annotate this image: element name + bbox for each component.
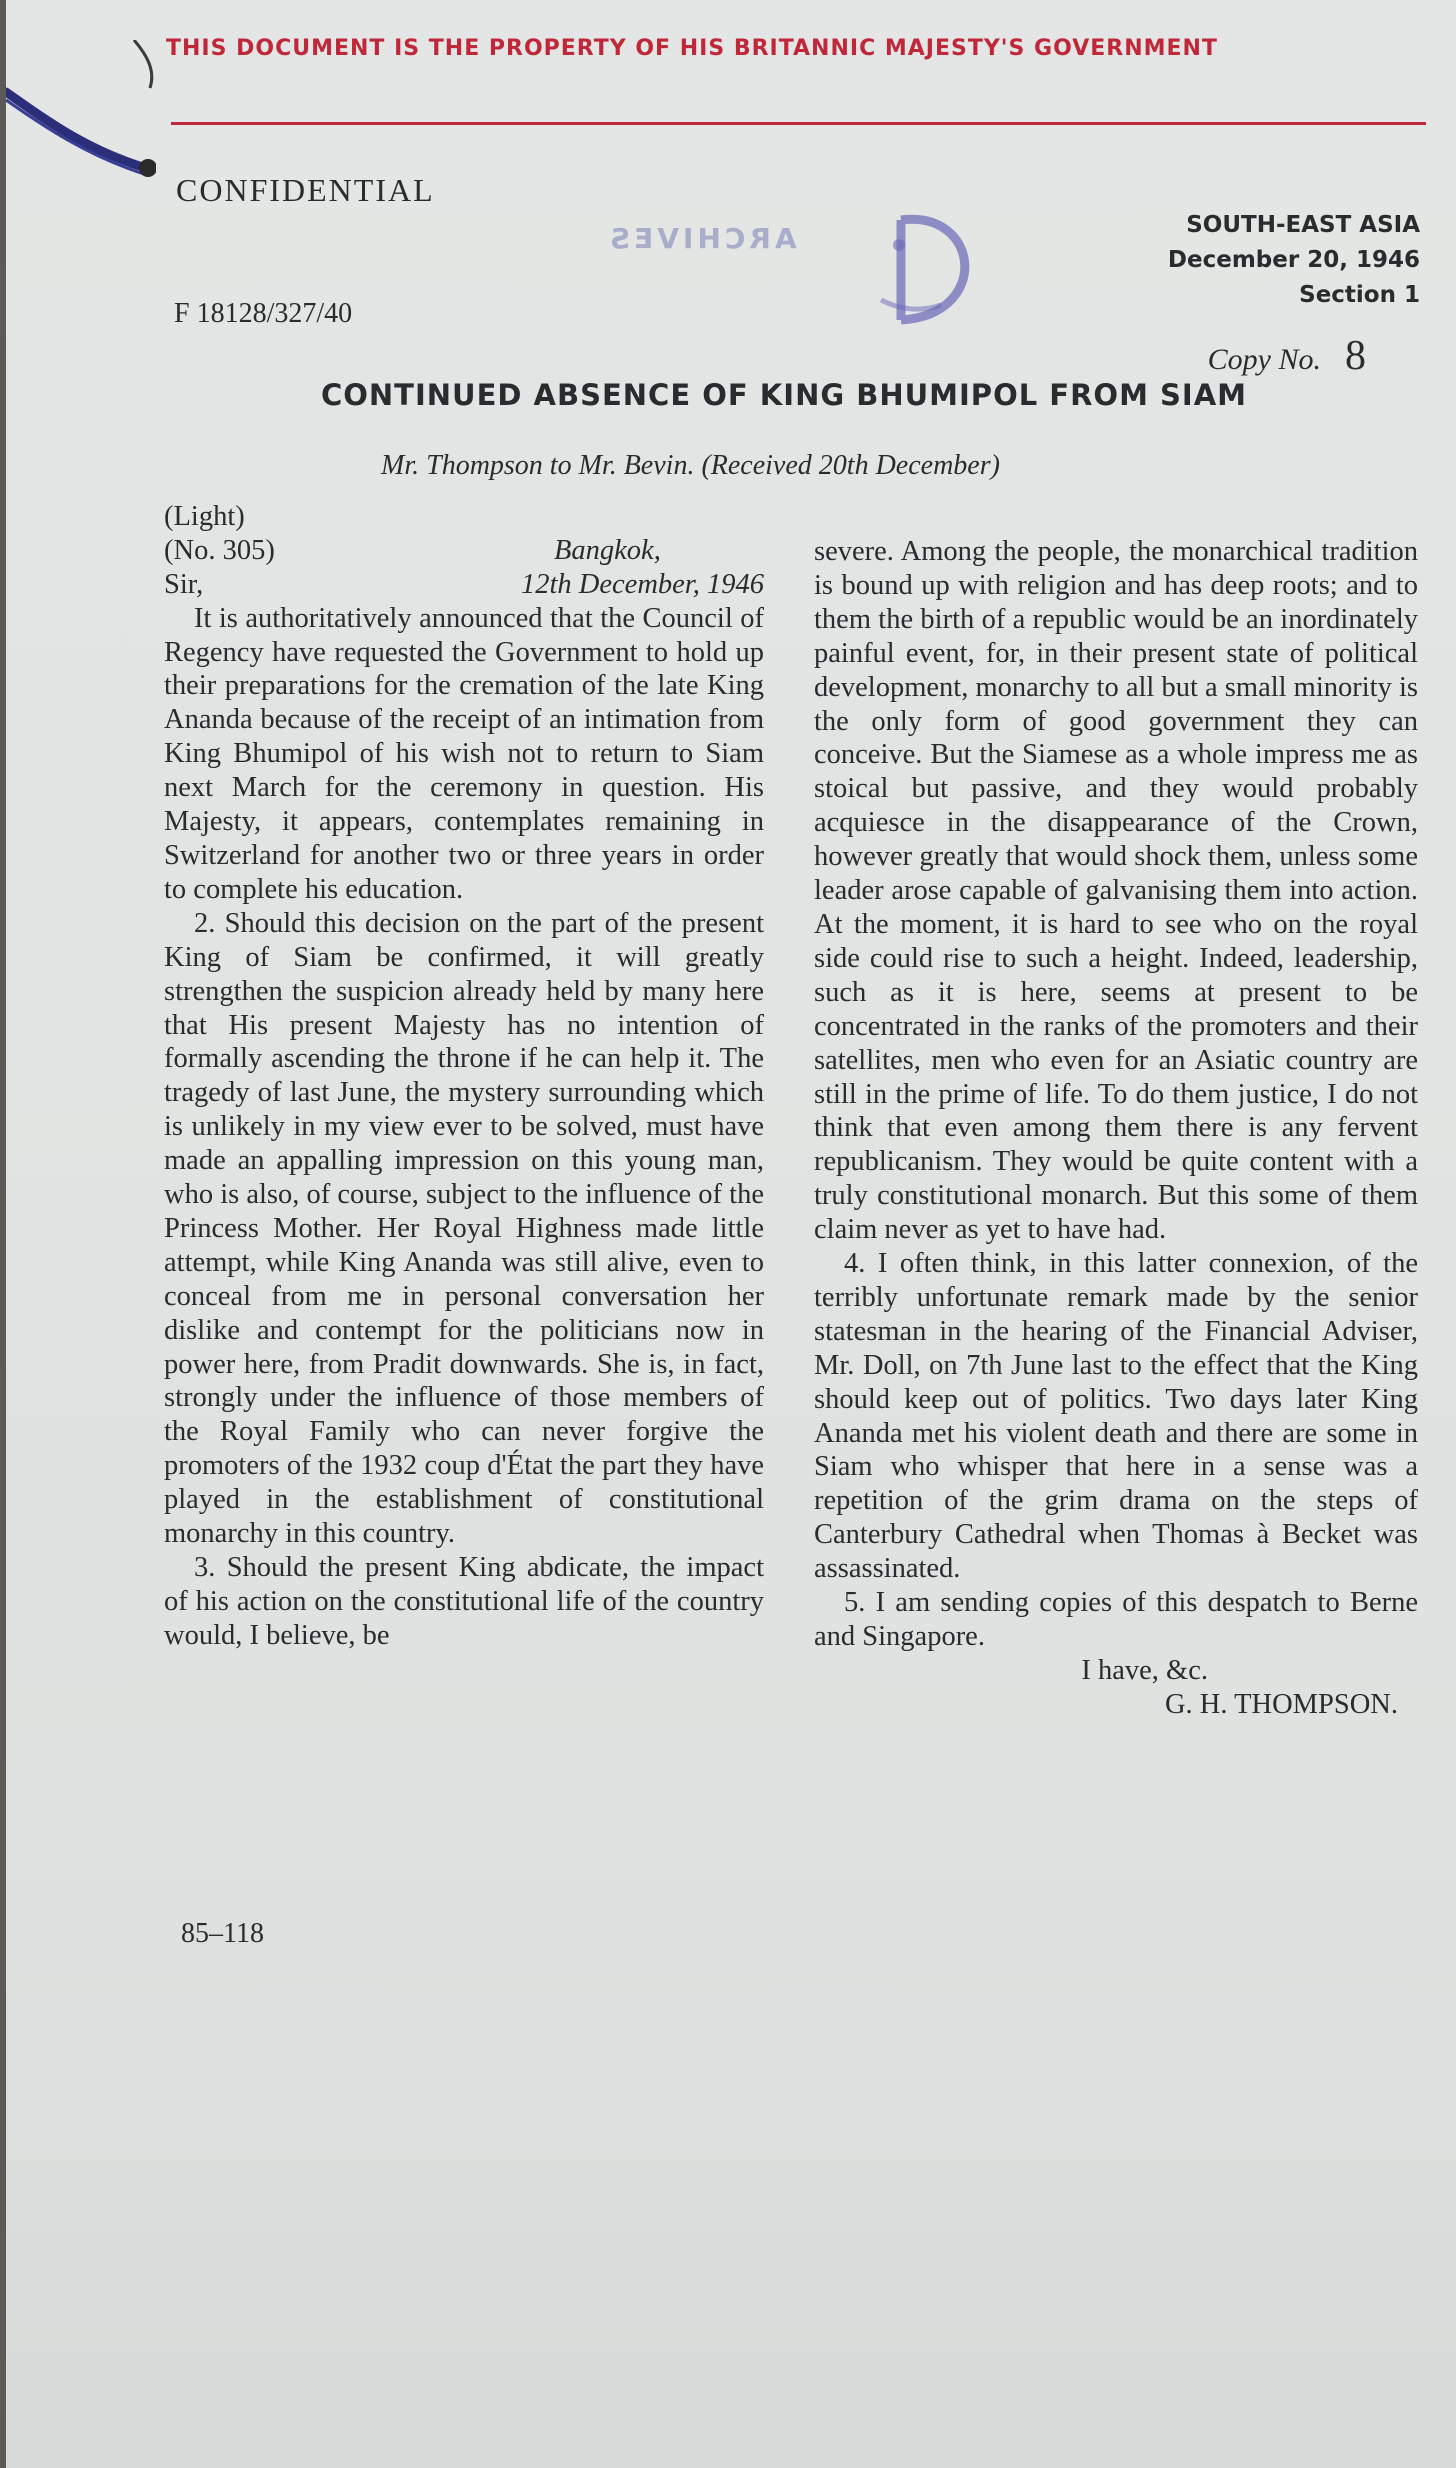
copy-number-line [1208, 332, 1366, 380]
paragraph-3-cont: severe. Among the people, the monarchical tradition is bound up with religion and has deep roots; and to them the birth of a republic would be an inordinately painful event, for, in their present state of political development, monarchy to all but a small minority is the only form of good government they can conceive. But the Siamese as a whole impress me as stoical but passive, and they would probably acquiesce in the disappearance of the Crown, however greatly that would shock them, unless some leader arose capable of galvanising them into action. At the moment, it is hard to see who on the royal side could rise to such a height. Indeed, leadership, such as it is here, seems at present to be concentrated in the ranks of the promoters and their satellites, men who even for an Asiatic country are still in the prime of life. To do them justice, I do not think that even among them there is any fervent republicanism. They would be quite content with a truly constitutional monarch. But this some of them claim never as yet to have had. [814, 536, 1418, 1246]
place-line: Bangkok, [554, 534, 661, 566]
left-column [164, 500, 764, 1653]
paragraph-3-start: 3. Should the present King abdicate, the impact of his action on the constitutional life of the country would, I believe, be [164, 1552, 764, 1651]
paragraph-4: 4. I often think, in this latter connexion, of the terribly unfortunate remark made by the senior statesman in the hearing of the Financial Adviser, Mr. Doll, on 7th June last to the effect that the King should keep out of politics. Two days later King Ananda met his violent death and there are some in Siam who whisper that here in a sense was a repetition of the grim drama on the steps of Canterbury Cathedral when Thomas à Becket was assassinated. [814, 1248, 1418, 1585]
banner-rule [171, 122, 1426, 125]
file-reference: F 18128/327/40 [174, 298, 353, 329]
right-column [814, 535, 1418, 1722]
document-title: CONTINUED ABSENCE OF KING BHUMIPOL FROM SIAM [320, 378, 1248, 412]
property-banner: THIS DOCUMENT IS THE PROPERTY OF HIS BRITANNIC MAJESTY'S GOVERNMENT [166, 36, 1218, 61]
paragraph-2: 2. Should this decision on the part of the present King of Siam be confirmed, it will greatly strengthen the suspicion already held by many here that His present Majesty has no intention of formally ascending the throne if he can help it. The tragedy of last June, the mystery surrounding which is unlikely in my view ever to be solved, must have made an appalling impression on this young man, who is also, of course, subject to the influence of the Princess Mother. Her Royal Highness made little attempt, while King Ananda was still alive, even to conceal from me in personal conversation her dislike and contempt for the politicians now in power here, from Pradit downwards. She is, in fact, strongly under the influence of those members of the Royal Family who can never forgive the promoters of the 1932 coup d'État the part they have played in the establishment of constitutional monarchy in this country. [164, 907, 764, 1550]
closing: I have, &c. [1081, 1654, 1208, 1686]
region-label: SOUTH-EAST ASIA [1186, 212, 1420, 238]
document-page [6, 0, 1456, 2468]
priority-line: (Light) [164, 501, 245, 532]
paragraph-5: 5. I am sending copies of this despatch to Berne and Singapore. [814, 1587, 1418, 1652]
meta-date: December 20, 1946 [1167, 247, 1420, 273]
section-label: Section 1 [1299, 282, 1420, 308]
footer-number: 85–118 [181, 1918, 264, 1949]
despatch-number: (No. 305) [164, 534, 275, 566]
signature: G. H. THOMPSON. [1164, 1688, 1398, 1720]
classification-label: CONFIDENTIAL [176, 172, 435, 208]
salutation: Sir, [164, 568, 204, 600]
letter-date: 12th December, 1946 [521, 568, 764, 600]
document-meta [1168, 208, 1420, 313]
archives-stamp: ARCHIVES [606, 222, 797, 255]
copy-number: 8 [1345, 333, 1366, 379]
paragraph-1: It is authoritatively announced that the Council of Regency have requested the Government to hold up their preparations for the cremation of the late King Ananda because of the receipt of an intimation from King Bhumipol of his wish not to return to Siam next March for the ceremony in question. His Majesty, it appears, contemplates remaining in Switzerland for another two or three years in order to complete his education. [164, 602, 764, 905]
document-subtitle: Mr. Thompson to Mr. Bevin. (Received 20th December) [381, 450, 1000, 481]
salutation-date-line [164, 568, 764, 602]
copy-label: Copy No. [1207, 343, 1321, 376]
archive-d-stamp-icon [861, 200, 1001, 340]
binding-cord-icon [6, 40, 156, 200]
